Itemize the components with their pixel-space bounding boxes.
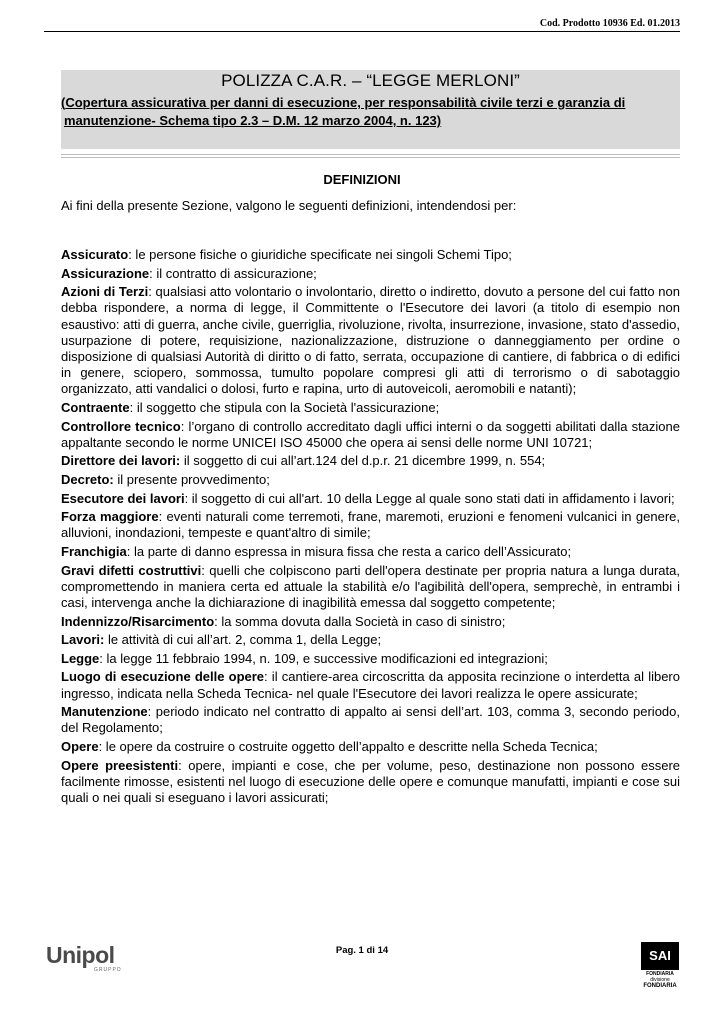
definition-item: [61, 614, 680, 630]
definition-term: Gravi difetti costruttivi: [61, 562, 202, 578]
definition-term: Manutenzione: [61, 704, 148, 720]
sai-logo-line-3: FONDIARIA: [643, 983, 677, 989]
definition-item: [61, 704, 680, 736]
definitions-list: [61, 247, 680, 809]
definition-term: Decreto:: [61, 471, 114, 487]
title-rule: [61, 154, 680, 158]
definition-term: Indennizzo/Risarcimento: [61, 613, 215, 629]
definition-item: [61, 739, 680, 755]
definition-term: Esecutore dei lavori: [61, 490, 185, 506]
policy-subtitle: [61, 94, 680, 130]
definition-term: Legge: [61, 650, 100, 666]
definition-item: [61, 669, 680, 701]
definition-term: Azioni di Terzi: [61, 284, 149, 300]
definition-item: [61, 632, 680, 648]
definition-item: [61, 284, 680, 397]
definition-item: [61, 247, 680, 263]
definition-item: [61, 651, 680, 667]
definition-term: Controllore tecnico: [61, 418, 181, 434]
definition-text: : l’organo di controllo accreditato dagli uffici interni o da soggetti abilitati dalla stazione appaltante secondo le norme UNICEI ISO 45000 che opera ai sensi delle norme UNI 10721;: [61, 418, 680, 450]
definition-term: Lavori:: [61, 632, 105, 648]
header-rule: [44, 31, 680, 32]
definition-text: : qualsiasi atto volontario o involontario, diretto o indiretto, dovuto a persone del cui fatto non debba rispondere, a norma di legge, il Committente o l'Esecutore dei lavori (a titolo di esempio non esaustivo: atti di guerra, anche civile, guerriglia, rivoluzione, rivolta, insurrezione, invasione, stato d'assedio, usurpazione di potere, requisizione, nazionalizzazione, distruzione o danneggiamento per ordine o disposizione di qualsiasi Autorità di diritto o di fatto, serrata, occupazione di cantiere, di fabbrica o di edifici in genere, sciopero, sommossa, tumulto popolare compresi gli atti di terrorismo o di sabotaggio organizzato, atti vandalici o dolosi, furto e rapina, urto di autoveicoli, aeromobili e natanti);: [61, 284, 680, 397]
definition-term: Franchigia: [61, 543, 127, 559]
policy-title: POLIZZA C.A.R. – “LEGGE MERLONI”: [221, 71, 520, 90]
definition-text: il soggetto di cui all’art.124 del d.p.r. 21 dicembre 1999, n. 554;: [180, 453, 546, 469]
definition-text: : la legge 11 febbraio 1994, n. 109, e successive modificazioni ed integrazioni;: [99, 650, 548, 666]
definition-text: : il cantiere-area circoscritta da apposita recinzione o interdetta al libero ingresso, indicata nella Scheda Tecnica- nel quale l'Esecutore dei lavori realizza le opere assicurate;: [61, 669, 680, 701]
definition-text: : opere, impianti e cose, che per volume, peso, destinazione non possono essere facilmente rimosse, esistenti nel luogo di esecuzione delle opere e comunque manufatti, impianti e cose sui quali o nei quali si eseguano i lavori assicurati;: [61, 757, 681, 805]
definition-item: [61, 266, 680, 282]
definition-text: il presente provvedimento;: [113, 471, 270, 487]
definition-item: [61, 758, 680, 807]
definition-term: Contraente: [61, 400, 130, 415]
definition-item: [61, 509, 680, 541]
title-box: [61, 70, 680, 149]
definition-text: : eventi naturali come terremoti, frane, maremoti, eruzioni e fenomeni vulcanici in genere, alluvioni, inondazioni, tempeste e quant'altro di simile;: [61, 509, 680, 541]
definition-term: Opere: [61, 738, 99, 754]
section-heading: DEFINIZIONI: [323, 172, 401, 187]
definition-text: : il soggetto che stipula con la Società l'assicurazione;: [129, 400, 440, 415]
definition-item: [61, 472, 680, 488]
definition-item: [61, 400, 680, 416]
definition-text: : quelli che colpiscono parti dell'opera destinate per propria natura a lunga durata, compromettendo in maniera certa ed attuale la stabilità e/o l'agibilità dell'opera, semprechè, in entrambi i casi, intervenga anche la dichiarazione di inagibilità emessa dal soggetto competente;: [61, 562, 680, 610]
definition-item: [61, 453, 680, 469]
definition-text: : la parte di danno espressa in misura fissa che resta a carico dell’Assicurato;: [126, 543, 572, 559]
definition-term: Forza maggiore: [61, 509, 159, 525]
definition-term: Assicurazione: [61, 265, 150, 281]
section-intro: Ai fini della presente Sezione, valgono le seguenti definizioni, intendendosi per:: [61, 198, 517, 213]
product-code: Cod. Prodotto 10936 Ed. 01.2013: [539, 18, 680, 29]
subtitle-line-2: manutenzione- Schema tipo 2.3 – D.M. 12 marzo 2004, n. 123): [64, 113, 442, 128]
sai-logo-line-2: divisione: [650, 977, 670, 983]
definition-term: Opere preesistenti: [61, 757, 179, 773]
definition-text: : la somma dovuta dalla Società in caso di sinistro;: [214, 613, 506, 629]
unipol-logo-subtext: GRUPPO: [94, 967, 122, 973]
definition-term: Assicurato: [61, 247, 129, 262]
definition-item: [61, 563, 680, 612]
definition-text: : il soggetto di cui all'art. 10 della Legge al quale sono stati dati in affidamento i lavori;: [184, 490, 675, 506]
definition-text: : le opere da costruire o costruite oggetto dell’appalto e descritte nella Scheda Tecnica;: [98, 738, 598, 754]
definition-item: [61, 419, 680, 451]
sai-fondiaria-logo: [640, 942, 680, 990]
definition-term: Luogo di esecuzione delle opere: [61, 669, 265, 685]
page-number: Pag. 1 di 14: [335, 945, 389, 956]
definition-text: : le persone fisiche o giuridiche specificate nei singoli Schemi Tipo;: [128, 247, 512, 262]
unipol-logo-text: Unipol: [46, 942, 115, 968]
definition-item: [61, 491, 680, 507]
definition-text: : il contratto di assicurazione;: [149, 265, 317, 281]
definition-item: [61, 544, 680, 560]
subtitle-line-1: (Copertura assicurativa per danni di esecuzione, per responsabilità civile terzi e garanzia di: [61, 95, 626, 110]
sai-logo-box: SAI: [641, 942, 679, 970]
sai-logo-line-1: FONDIARIA: [646, 971, 674, 977]
definition-text: : periodo indicato nel contratto di appalto ai sensi dell’art. 103, comma 3, secondo periodo, del Regolamento;: [61, 704, 680, 736]
definition-term: Direttore dei lavori:: [61, 453, 181, 469]
definition-text: le attività di cui all’art. 2, comma 1, della Legge;: [104, 632, 382, 648]
